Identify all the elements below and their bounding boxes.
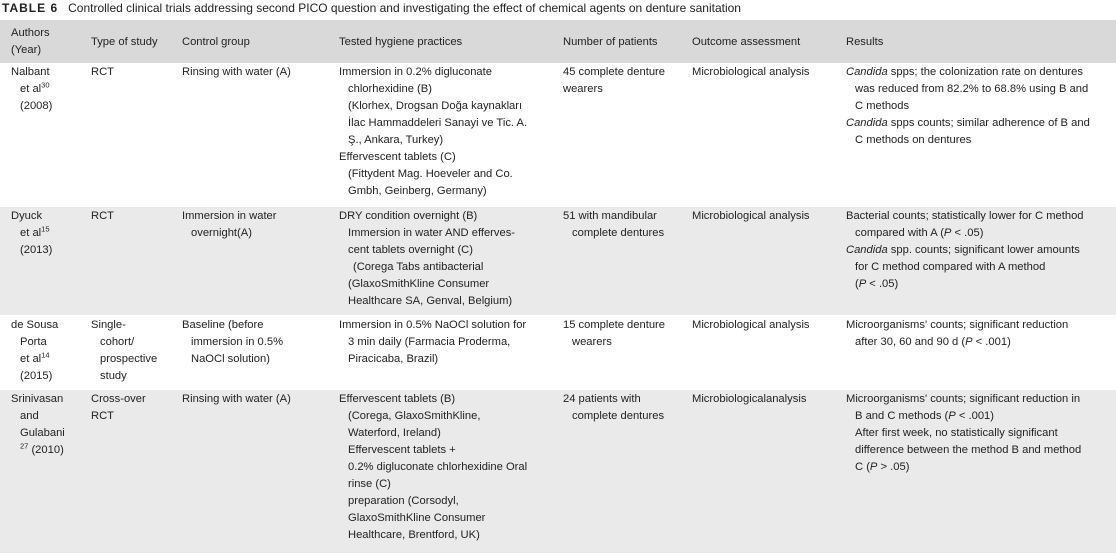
header-patients: Number of patients xyxy=(552,20,681,63)
cell-tested: DRY condition overnight (B) Immersion in water AND efferves- cent tablets overnight (C) (Corega Tabs antibacterial (GlaxoSmithKline Consumer Healthcare SA, Genval, Belgium) xyxy=(328,206,552,315)
cell-tested: Immersion in 0.2% digluconate chlorhexidine (B) (Klorhex, Drogsan Doğa kaynakları İlac Hammaddeleri Sanayi ve Tic. A. Ş., Ankara, Turkey) Effervescent tablets (C) (Fittydent Mag. Hoeveler and Co. Gmbh, Geinberg, Germany) xyxy=(339,66,528,197)
cell-control: Baseline (before immersion in 0.5% NaOCl solution) xyxy=(171,315,328,389)
cell-results: Bacterial counts; statistically lower for C method compared with A (P < .05) Candida spp. counts; significant lower amounts for C method compared with A method (P < .05) xyxy=(835,206,1116,315)
table-row xyxy=(0,315,1116,389)
table-label: TABLE 6 xyxy=(2,1,59,15)
header-type: Type of study xyxy=(80,20,171,63)
cell-tested: Effervescent tablets (B) (Corega, GlaxoSmithKline, Waterford, Ireland) Effervescent tablets + 0.2% digluconate chlorhexidine Oral rinse (C) preparation (Corsodyl, GlaxoSmithKline Consumer Healthcare, Brentford, UK) xyxy=(328,389,552,553)
cell-patients: 24 patients with complete dentures xyxy=(552,389,681,553)
table-row xyxy=(0,63,1116,206)
cell-type: RCT xyxy=(91,66,114,78)
cell-control: Rinsing with water (A) xyxy=(171,389,328,553)
cell-patients: 51 with mandibular complete dentures xyxy=(552,206,681,315)
table-row xyxy=(0,389,1116,553)
cell-outcome: Microbiological analysis xyxy=(692,66,810,78)
cell-control: Rinsing with water (A) xyxy=(182,66,291,78)
cell-outcome: Microbiological analysis xyxy=(681,315,835,389)
clinical-trials-table xyxy=(0,20,1116,553)
header-results: Results xyxy=(835,20,1116,63)
cell-control: Immersion in water overnight(A) xyxy=(171,206,328,315)
cell-author: Dyuck et $al^{15}$ (2013) xyxy=(0,206,80,315)
cell-results: Microorganisms' counts; significant reduction in B and C methods (P < .001) After first week, no statistically significant difference between the method B and method C (P > .05) xyxy=(835,389,1116,553)
table-title: Controlled clinical trials addressing second PICO question and investigating the effect of chemical agents on denture sanitation xyxy=(68,1,741,15)
cell-author: Nalbant et $al^{30}$ (2008) xyxy=(11,66,53,112)
header-control: Control group xyxy=(171,20,328,63)
cell-type: Cross-over RCT xyxy=(80,389,171,553)
cell-outcome: Microbiologicalanalysis xyxy=(681,389,835,553)
table-caption xyxy=(0,0,1116,20)
cell-patients: 45 complete denture wearers xyxy=(563,66,665,95)
header-tested: Tested hygiene practices xyxy=(328,20,552,63)
table-header-row xyxy=(0,20,1116,63)
cell-author: Srinivasan and Gulabani $^{27}$ (2010) xyxy=(0,389,80,553)
cell-author: de Sousa Porta et $al^{14}$ (2015) xyxy=(0,315,80,389)
header-outcome: Outcome assessment xyxy=(681,20,835,63)
cell-results: Microorganisms' counts; significant reduction after 30, 60 and 90 d (P < .001) xyxy=(835,315,1116,389)
table-row xyxy=(0,206,1116,315)
cell-patients: 15 complete denture wearers xyxy=(552,315,681,389)
cell-tested: Immersion in 0.5% NaOCl solution for 3 min daily (Farmacia Proderma, Piracicaba, Brazil) xyxy=(328,315,552,389)
cell-outcome: Microbiological analysis xyxy=(681,206,835,315)
header-authors: Authors (Year) xyxy=(0,20,80,63)
cell-type: RCT xyxy=(80,206,171,315)
cell-results: Candida spps; the colonization rate on dentures was reduced from 82.2% to 68.8% using B and C methods Candida spps counts; similar adherence of B and C methods on dentures xyxy=(846,66,1090,146)
cell-type: Single- cohort/ prospective study xyxy=(80,315,171,389)
